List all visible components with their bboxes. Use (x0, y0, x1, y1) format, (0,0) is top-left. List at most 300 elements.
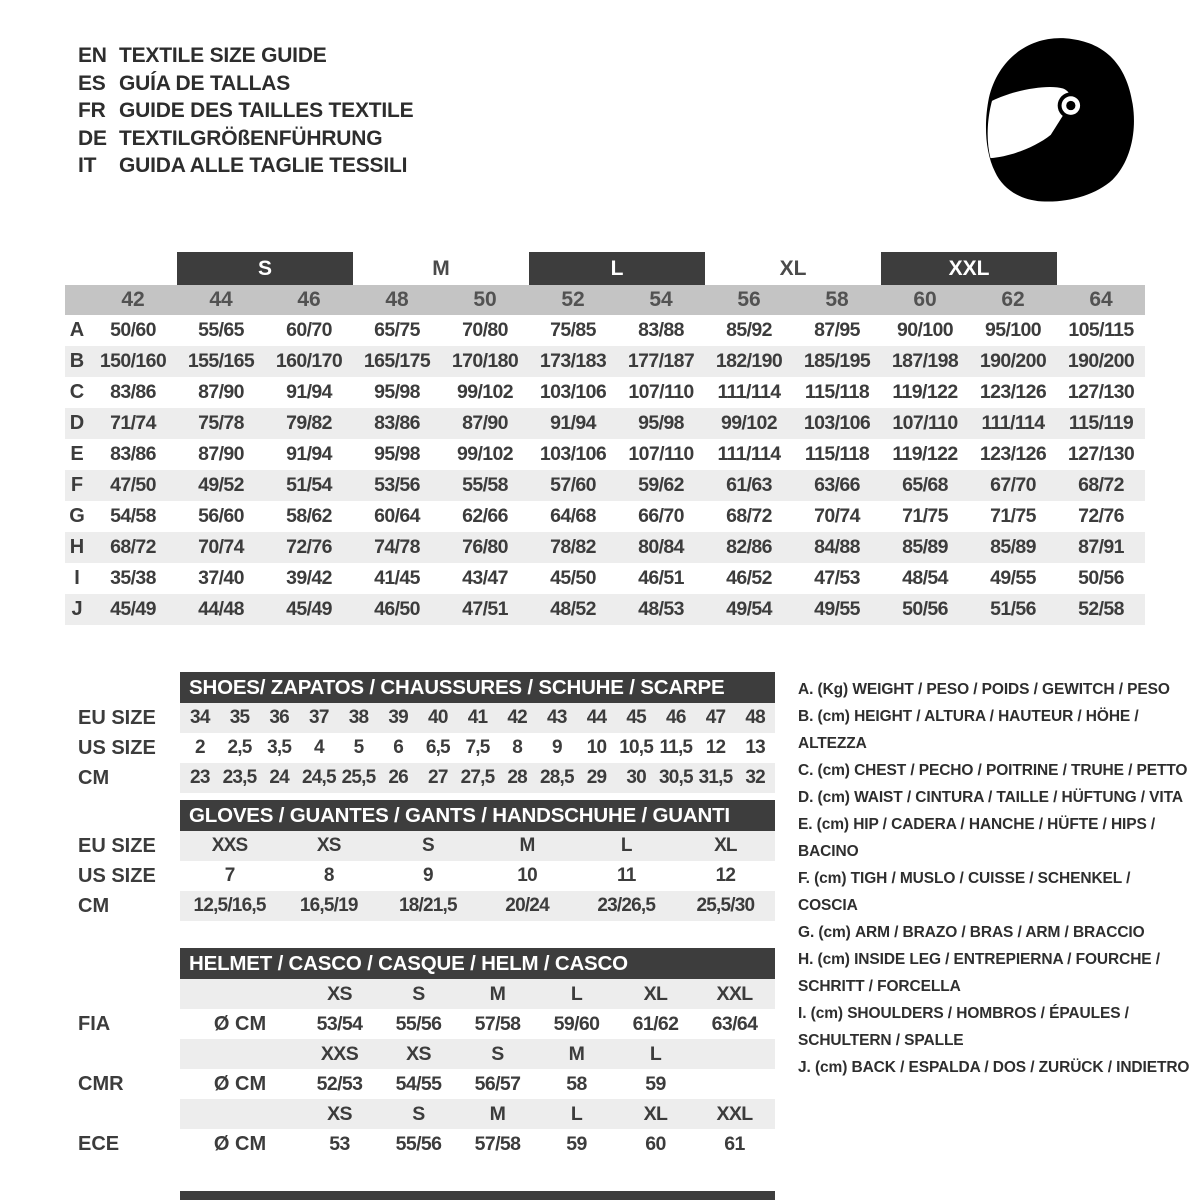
legend-id: A. (798, 681, 814, 698)
title-text: GUIDE DES TAILLES TEXTILE (119, 99, 414, 123)
table-cell: 49/55 (814, 598, 860, 620)
main-size-table (65, 252, 1145, 625)
title-block (78, 42, 413, 180)
table-cell: 12 (715, 865, 736, 886)
legend-id: C. (798, 762, 814, 779)
table-cell: 2 (194, 737, 205, 758)
table-cell: 56/57 (474, 1072, 521, 1095)
table-cell: 99/102 (720, 412, 778, 434)
row-label: ECE (78, 1132, 120, 1155)
language-code: DE (78, 126, 107, 150)
table-cell: 58/62 (286, 505, 332, 527)
table-cell: 55/65 (198, 319, 244, 341)
table-cell: 8 (323, 865, 334, 886)
legend-unit: (Kg) (817, 681, 849, 698)
table-cell: M (519, 835, 535, 856)
language-code: EN (78, 44, 107, 67)
size-header-cell: M (489, 1102, 506, 1125)
size-header-cell: XL (643, 1102, 668, 1125)
table-cell: 91/94 (286, 381, 332, 403)
table-cell: 60/70 (286, 319, 332, 341)
table-cell: 49/55 (990, 567, 1036, 589)
empty-cell (180, 1039, 300, 1069)
legend-id: E. (798, 816, 813, 833)
diameter-unit: Ø CM (213, 1132, 267, 1155)
row-label: A (69, 319, 85, 341)
table-cell: 95/98 (374, 381, 420, 403)
table-cell: 68/72 (110, 536, 156, 558)
table-cell: 24,5 (301, 767, 336, 788)
row-label (65, 1039, 180, 1069)
table-cell: 103/106 (803, 412, 871, 434)
table-cell: 79/82 (286, 412, 332, 434)
legend-id: F. (798, 870, 810, 887)
legend-item (798, 865, 1190, 919)
legend-id: J. (798, 1059, 811, 1076)
table-cell: 40 (428, 707, 448, 728)
table-cell: 57/58 (474, 1012, 521, 1035)
table-cell: 85/89 (902, 536, 948, 558)
table-cell: 59/60 (553, 1012, 600, 1035)
table-cell: 9 (551, 737, 562, 758)
measurement-legend (798, 676, 1190, 1081)
legend-item (798, 757, 1190, 784)
table-cell: 107/110 (892, 412, 958, 434)
table-cell: 83/86 (110, 443, 156, 465)
legend-text: HEIGHT / ALTURA / HAUTEUR / HÖHE / ALTEZZA (798, 708, 1139, 752)
table-cell: 50/56 (902, 598, 948, 620)
empty-cell (180, 979, 300, 1009)
table-cell: 50/56 (1078, 567, 1124, 589)
helmet-header-bar: HELMET / CASCO / CASQUE / HELM / CASCO (180, 948, 775, 979)
table-cell: 31,5 (698, 767, 733, 788)
column-header: 46 (297, 288, 321, 311)
table-cell: 23/26,5 (597, 895, 656, 916)
size-header-cell: XL (643, 982, 668, 1005)
shoes-table (65, 672, 775, 793)
legend-id: D. (798, 789, 814, 806)
table-cell: 11 (616, 865, 636, 886)
table-cell: 32 (745, 767, 765, 788)
legend-text: SHOULDERS / HOMBROS / ÉPAULES / SCHULTERN / SPALLE (798, 1005, 1129, 1049)
row-label: D (69, 412, 85, 434)
size-header-cell: L (570, 1102, 583, 1125)
table-cell: 85/92 (726, 319, 772, 341)
table-cell: 63/64 (711, 1012, 758, 1035)
table-cell: 29 (586, 767, 607, 788)
table-cell: 37 (309, 707, 329, 728)
table-cell: 190/200 (979, 350, 1047, 372)
language-code: FR (78, 99, 106, 123)
title-text: GUIDA ALLE TAGLIE TESSILI (119, 154, 408, 178)
table-cell: 111/114 (717, 381, 781, 403)
table-cell: 47/50 (110, 474, 156, 496)
row-label: F (70, 474, 84, 496)
table-cell: 60 (645, 1132, 666, 1155)
table-cell: 65/75 (374, 319, 420, 341)
table-cell: 55/56 (395, 1012, 442, 1035)
legend-unit: (cm) (810, 1005, 843, 1022)
column-header: 44 (209, 288, 233, 311)
table-cell: 76/80 (462, 536, 508, 558)
table-row (65, 470, 1145, 501)
table-cell: 75/78 (198, 412, 244, 434)
row-label: G (69, 505, 85, 527)
measurement-rows (65, 315, 1145, 625)
row-label: I (74, 567, 80, 589)
table-cell: 103/106 (539, 381, 607, 403)
size-header-cell: L (570, 982, 583, 1005)
table-cell: 91/94 (550, 412, 596, 434)
table-cell: 46/51 (638, 567, 684, 589)
diameter-unit: Ø CM (213, 1012, 267, 1035)
table-cell: 52/58 (1078, 598, 1124, 620)
table-cell: 28,5 (539, 767, 574, 788)
table-cell: 127/130 (1067, 443, 1135, 465)
column-header: 58 (825, 288, 849, 311)
row-label: C (69, 381, 85, 403)
row-label: B (69, 350, 85, 372)
table-cell: 54/55 (395, 1072, 442, 1095)
table-cell: 68/72 (1078, 474, 1124, 496)
table-cell: 99/102 (456, 381, 514, 403)
row-label: US SIZE (78, 736, 156, 759)
size-header-cell: S (412, 1102, 425, 1125)
table-cell: 27 (428, 767, 448, 788)
diameter-unit: Ø CM (213, 1072, 267, 1095)
legend-unit: (cm) (817, 951, 850, 968)
row-label: E (70, 443, 84, 465)
table-cell: 190/200 (1067, 350, 1135, 372)
table-cell: 4 (313, 737, 324, 758)
table-cell: 44/48 (198, 598, 244, 620)
table-cell: 62/66 (462, 505, 508, 527)
table-cell: 173/183 (539, 350, 607, 372)
legend-unit: (cm) (817, 789, 850, 806)
table-cell: 45/50 (550, 567, 596, 589)
legend-item (798, 1000, 1190, 1054)
size-group-m: M (432, 256, 450, 280)
table-cell: 61/62 (632, 1012, 679, 1035)
legend-item (798, 784, 1190, 811)
gloves-rows (65, 831, 775, 921)
row-label: EU SIZE (78, 706, 156, 729)
table-cell: 38 (348, 707, 369, 728)
legend-id: I. (798, 1005, 807, 1022)
table-cell: 44 (586, 707, 607, 728)
size-group-l: L (529, 252, 705, 285)
size-group-xl: XL (779, 256, 807, 280)
table-cell: 107/110 (628, 381, 694, 403)
legend-text: WEIGHT / PESO / POIDS / GEWITCH / PESO (852, 681, 1170, 698)
table-cell: 48 (745, 707, 765, 728)
table-cell: 7,5 (465, 737, 490, 758)
table-cell: 54/58 (110, 505, 156, 527)
table-cell: 74/78 (374, 536, 420, 558)
table-row (65, 377, 1145, 408)
table-cell: 20/24 (505, 895, 549, 916)
table-cell: 71/75 (902, 505, 948, 527)
table-cell: 71/74 (110, 412, 156, 434)
table-cell: 63/66 (814, 474, 860, 496)
helmet-rows (65, 979, 775, 1159)
table-cell: 39/42 (286, 567, 332, 589)
table-cell: 48/53 (638, 598, 684, 620)
language-code: ES (78, 71, 106, 95)
table-cell: 150/160 (99, 350, 167, 372)
table-cell: 95/98 (638, 412, 684, 434)
row-label: CM (78, 766, 110, 789)
title-line (78, 70, 413, 98)
size-header-cell: S (412, 982, 425, 1005)
legend-text: WAIST / CINTURA / TAILLE / HÜFTUNG / VITA (854, 789, 1183, 806)
table-row (65, 703, 775, 733)
table-cell: 48/52 (550, 598, 596, 620)
title-line (78, 125, 413, 153)
table-cell: XXS (211, 835, 248, 856)
table-cell: 6,5 (425, 737, 450, 758)
table-cell: 47/51 (462, 598, 508, 620)
table-cell: 53/54 (316, 1012, 363, 1035)
legend-item (798, 946, 1190, 1000)
gloves-table (65, 800, 775, 921)
helmet-sizes-row (65, 1039, 775, 1069)
table-cell: 45/49 (286, 598, 332, 620)
corner-cell (65, 285, 89, 315)
size-header-cell: XXL (716, 982, 753, 1005)
table-cell: 70/80 (462, 319, 508, 341)
table-cell: 12 (705, 737, 726, 758)
table-cell: 103/106 (539, 443, 607, 465)
row-label: CMR (78, 1072, 124, 1095)
table-cell: 87/91 (1078, 536, 1124, 558)
table-cell: 83/86 (374, 412, 420, 434)
table-cell: 59 (566, 1132, 587, 1155)
size-header-cell: XXS (320, 1042, 359, 1065)
table-cell (695, 1069, 774, 1099)
size-header-cell: XS (406, 1042, 431, 1065)
table-cell: S (421, 835, 434, 856)
table-cell: 16,5/19 (299, 895, 358, 916)
size-group-s: S (177, 252, 353, 285)
table-cell: 87/90 (198, 381, 244, 403)
row-label: FIA (78, 1012, 111, 1035)
table-cell: 46 (666, 707, 686, 728)
table-cell: 34 (190, 707, 210, 728)
legend-text: CHEST / PECHO / POITRINE / TRUHE / PETTO (854, 762, 1188, 779)
size-header-cell: M (489, 982, 506, 1005)
table-row (65, 408, 1145, 439)
table-cell: 23,5 (222, 767, 257, 788)
table-cell: 49/54 (726, 598, 772, 620)
column-header: 52 (561, 288, 585, 311)
column-header: 54 (649, 288, 673, 311)
table-cell: 90/100 (896, 319, 954, 341)
table-cell: 87/90 (462, 412, 508, 434)
legend-item (798, 919, 1190, 946)
size-header-cell: XS (327, 982, 352, 1005)
table-row (65, 501, 1145, 532)
table-cell: 84/88 (814, 536, 860, 558)
table-cell: 66/70 (638, 505, 684, 527)
table-cell: 99/102 (456, 443, 514, 465)
table-cell: 59/62 (638, 474, 684, 496)
table-cell: 24 (269, 767, 289, 788)
legend-item (798, 1054, 1190, 1081)
table-cell: 57/58 (474, 1132, 521, 1155)
size-header-cell: XS (327, 1102, 352, 1125)
table-cell: 68/72 (726, 505, 772, 527)
table-cell: 37/40 (198, 567, 244, 589)
table-cell: 111/114 (717, 443, 781, 465)
title-line (78, 152, 413, 180)
table-cell: 13 (745, 737, 765, 758)
legend-unit: (cm) (818, 924, 851, 941)
title-text: TEXTILE SIZE GUIDE (119, 44, 327, 67)
helmet-values-row (65, 1009, 775, 1039)
table-cell: 39 (388, 707, 408, 728)
table-cell: 53/56 (374, 474, 420, 496)
table-cell: 56/60 (198, 505, 244, 527)
table-cell: 72/76 (286, 536, 332, 558)
legend-unit: (cm) (814, 870, 847, 887)
row-label: US SIZE (78, 864, 156, 887)
table-cell: 51/54 (286, 474, 332, 496)
table-cell: 25,5/30 (696, 895, 755, 916)
table-cell: 78/82 (550, 536, 596, 558)
row-label (65, 979, 180, 1009)
table-cell: 55/58 (462, 474, 508, 496)
column-header: 48 (385, 288, 409, 311)
table-row (65, 439, 1145, 470)
table-cell: 48/54 (902, 567, 948, 589)
table-row (65, 346, 1145, 377)
size-group-xxl: XXL (881, 252, 1057, 285)
legend-id: H. (798, 951, 814, 968)
table-cell: 10,5 (619, 737, 654, 758)
legend-unit: (cm) (814, 1059, 848, 1076)
column-header: 50 (473, 288, 497, 311)
table-cell: 87/90 (198, 443, 244, 465)
table-cell: 41/45 (374, 567, 420, 589)
table-cell: 47 (705, 707, 726, 728)
table-cell: 8 (512, 737, 523, 758)
table-cell: 170/180 (451, 350, 519, 372)
table-cell: 5 (353, 737, 364, 758)
table-cell: 107/110 (628, 443, 694, 465)
table-row (65, 563, 1145, 594)
table-cell: 45 (626, 707, 646, 728)
row-label (65, 1099, 180, 1129)
legend-unit: (cm) (817, 708, 850, 725)
table-cell: 87/95 (814, 319, 860, 341)
table-row (65, 763, 775, 793)
table-cell: 18/21,5 (399, 895, 457, 916)
table-cell: 182/190 (715, 350, 783, 372)
title-line (78, 42, 413, 70)
table-cell: 82/86 (726, 536, 772, 558)
table-cell: 160/170 (275, 350, 343, 372)
size-header-cell (695, 1039, 774, 1069)
legend-id: B. (798, 708, 814, 725)
table-cell: 43/47 (462, 567, 508, 589)
table-cell: 64/68 (550, 505, 596, 527)
table-cell: 49/52 (198, 474, 244, 496)
helmet-sizes-row (65, 979, 775, 1009)
table-cell: XL (714, 835, 737, 856)
table-cell: 95/98 (374, 443, 420, 465)
empty-cell (180, 1099, 300, 1129)
table-cell: 2,5 (227, 737, 252, 758)
table-row (65, 315, 1145, 346)
table-cell: 85/89 (990, 536, 1036, 558)
helmet-values-row (65, 1069, 775, 1099)
legend-text: TIGH / MUSLO / CUISSE / SCHENKEL / COSCIA (798, 870, 1131, 914)
table-row (65, 861, 775, 891)
table-cell: 42 (507, 707, 527, 728)
table-cell: 30 (626, 767, 646, 788)
table-cell: 35/38 (110, 567, 156, 589)
title-text: TEXTILGRÖßENFÜHRUNG (119, 126, 383, 150)
table-cell: 10 (586, 737, 607, 758)
table-row (65, 733, 775, 763)
table-row (65, 831, 775, 861)
title-line (78, 97, 413, 125)
table-cell: 10 (517, 865, 537, 886)
helmet-icon (982, 36, 1138, 206)
table-cell: 11,5 (659, 737, 693, 758)
table-cell: 25,5 (341, 767, 376, 788)
table-cell: 23 (190, 767, 210, 788)
table-row (65, 594, 1145, 625)
column-header: 56 (737, 288, 761, 311)
legend-text: INSIDE LEG / ENTREPIERNA / FOURCHE / SCHRITT / FORCELLA (798, 951, 1160, 995)
size-header-cell: L (649, 1042, 662, 1065)
table-cell: 27,5 (460, 767, 495, 788)
table-cell: 58 (566, 1072, 587, 1095)
table-cell: 185/195 (803, 350, 871, 372)
table-cell: 71/75 (990, 505, 1036, 527)
size-number-band (65, 285, 1145, 315)
table-cell: 3,5 (267, 737, 292, 758)
column-header: 62 (1001, 288, 1025, 311)
size-header-cell: XXL (716, 1102, 753, 1125)
shoes-header-bar: SHOES/ ZAPATOS / CHAUSSURES / SCHUHE / SCARPE (180, 672, 775, 703)
table-cell: 65/68 (902, 474, 948, 496)
size-group-header-row (65, 252, 1145, 285)
table-cell: 83/88 (638, 319, 684, 341)
row-label: EU SIZE (78, 834, 156, 857)
table-cell: 115/118 (804, 381, 870, 403)
table-cell: 6 (393, 737, 404, 758)
table-cell: 41 (467, 707, 488, 728)
table-cell: 28 (507, 767, 527, 788)
helmet-values-row (65, 1129, 775, 1159)
table-cell: 50/60 (110, 319, 156, 341)
table-cell: 67/70 (990, 474, 1036, 496)
table-cell: 75/85 (550, 319, 596, 341)
size-header-cell: M (568, 1042, 585, 1065)
row-label: J (71, 598, 83, 620)
table-cell: 35 (229, 707, 250, 728)
size-header-cell: S (491, 1042, 504, 1065)
title-text: GUÍA DE TALLAS (119, 71, 291, 95)
table-cell: 70/74 (198, 536, 244, 558)
table-cell: 155/165 (187, 350, 255, 372)
legend-unit: (cm) (817, 762, 850, 779)
legend-unit: (cm) (816, 816, 849, 833)
table-cell: 60/64 (374, 505, 420, 527)
